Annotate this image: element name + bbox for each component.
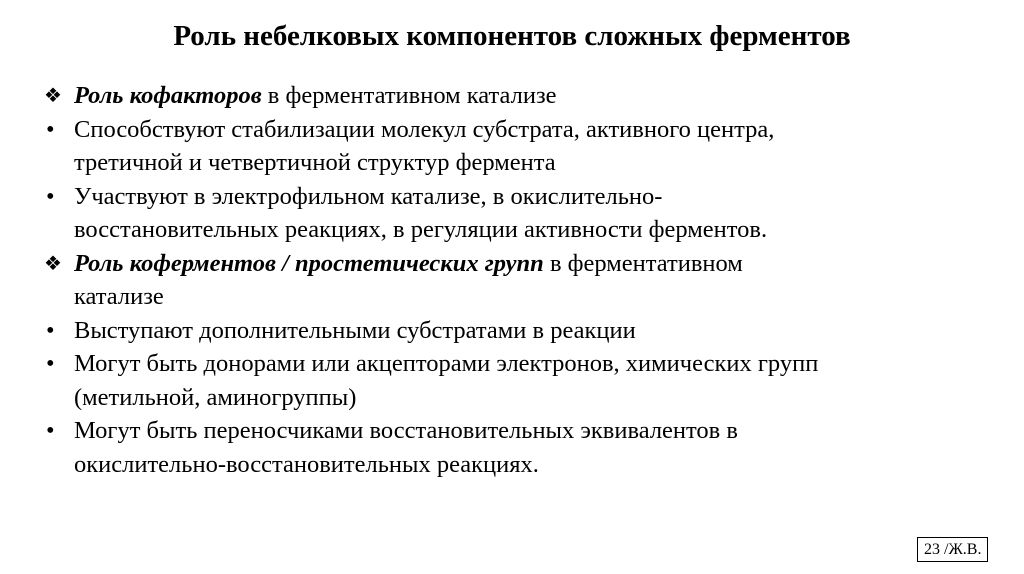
item-line: восстановительных реакциях, в регуляции активности ферментов. bbox=[74, 216, 768, 243]
item-line: Участвуют в электрофильном катализе, в окислительно- bbox=[74, 182, 663, 210]
bullet-icon: • bbox=[46, 417, 55, 444]
item-text: в ферментативном bbox=[543, 249, 743, 277]
emphasis-text: Роль коферментов / простетических групп bbox=[74, 249, 544, 277]
list-item bbox=[44, 347, 1004, 414]
item-line: третичной и четвертичной структур фермента bbox=[74, 149, 556, 176]
content-list bbox=[44, 79, 1004, 481]
list-item-coenzymes-heading bbox=[44, 247, 1004, 314]
bullet-icon: • bbox=[46, 350, 55, 377]
item-line: (метильной, аминогруппы) bbox=[74, 383, 357, 411]
item-line: катализе bbox=[74, 283, 164, 310]
page-number-box: 23 /Ж.В. bbox=[917, 537, 988, 562]
list-item bbox=[44, 180, 1004, 247]
list-item bbox=[44, 414, 1004, 481]
bullet-icon: • bbox=[46, 182, 55, 210]
slide-title: Роль небелковых компонентов сложных ферментов bbox=[173, 20, 851, 52]
item-line: Способствуют стабилизации молекул субстрата, активного центра, bbox=[74, 115, 775, 143]
bullet-icon: • bbox=[46, 316, 55, 344]
item-line: Могут быть переносчиками восстановительных эквивалентов в bbox=[74, 417, 738, 444]
item-text: в ферментативном катализе bbox=[261, 82, 557, 109]
list-item-cofactors-heading bbox=[44, 79, 1004, 113]
item-line: окислительно-восстановительных реакциях. bbox=[74, 450, 539, 478]
item-line: Могут быть донорами или акцепторами электронов, химических групп bbox=[74, 350, 819, 377]
item-line: Выступают дополнительными субстратами в реакции bbox=[74, 316, 636, 344]
emphasis-text: Роль кофакторов bbox=[74, 82, 262, 109]
bullet-icon: • bbox=[46, 115, 55, 143]
diamond-bullet-icon: ❖ bbox=[44, 83, 62, 107]
list-item bbox=[44, 314, 1004, 348]
diamond-bullet-icon: ❖ bbox=[44, 250, 62, 275]
list-item bbox=[44, 113, 1004, 180]
